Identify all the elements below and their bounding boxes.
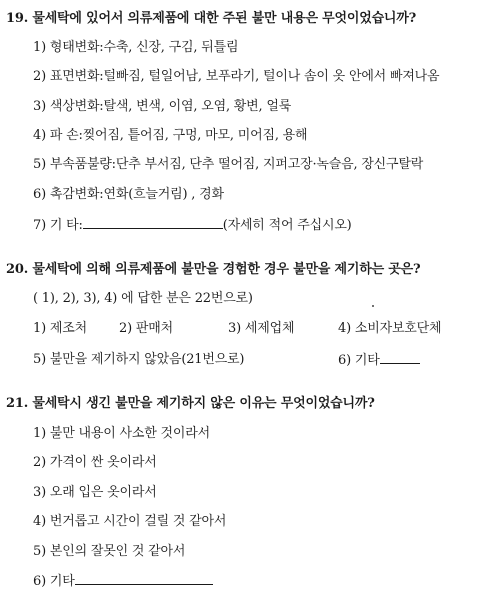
q20-option-4: 4) 소비자보호단체 xyxy=(338,321,442,336)
q19-option-3: 3) 색상변화:탈색, 변색, 이염, 오염, 황변, 얼룩 xyxy=(33,99,292,114)
q21-option-5: 5) 본인의 잘못인 것 같아서 xyxy=(33,544,186,559)
q20-option-3: 3) 세제업체 xyxy=(228,321,295,336)
q21-option-6-label: 6) 기타 xyxy=(33,574,75,589)
scan-speck xyxy=(372,305,374,307)
q19-option-4: 4) 파 손:찢어짐, 틑어짐, 구멍, 마모, 미어짐, 용해 xyxy=(33,128,308,143)
q20-option-6 xyxy=(338,352,420,369)
q21-option-4: 4) 번거롭고 시간이 걸릴 것 같아서 xyxy=(33,514,227,529)
q19-option-1: 1) 형태변화:수축, 신장, 구김, 뒤틀림 xyxy=(33,40,239,55)
question-19: 19. 물세탁에 있어서 의류제품에 대한 주된 불만 내용은 무엇이었습니까? xyxy=(6,11,417,26)
q21-option-6 xyxy=(33,573,213,590)
q21-option-3: 3) 오래 입은 옷이라서 xyxy=(33,485,157,500)
q20-option-6-label: 6) 기타 xyxy=(338,353,380,368)
q19-other-note: (자세히 적어 주십시오) xyxy=(222,218,352,233)
q21-other-blank[interactable] xyxy=(75,573,213,585)
q19-option-5: 5) 부속품불량:단추 부서짐, 단추 떨어짐, 지퍼고장·녹슬음, 장신구탈락 xyxy=(33,157,424,172)
q21-option-1: 1) 불만 내용이 사소한 것이라서 xyxy=(33,426,210,441)
q20-option-2: 2) 판매처 xyxy=(119,321,173,336)
q19-option-7-label: 7) 기 타: xyxy=(33,218,83,233)
q20-option-1: 1) 제조처 xyxy=(33,321,87,336)
q20-other-blank[interactable] xyxy=(380,352,420,364)
question-21: 21. 물세탁시 생긴 불만을 제기하지 않은 이유는 무엇이었습니까? xyxy=(6,396,375,411)
q20-note: ( 1), 2), 3), 4) 에 답한 분은 22번으로) xyxy=(33,291,253,306)
q19-option-6: 6) 촉감변화:연화(흐늘거림) , 경화 xyxy=(33,187,224,202)
q20-option-5: 5) 불만을 제기하지 않았음(21번으로) xyxy=(33,352,245,367)
q19-option-7 xyxy=(33,217,352,234)
q19-option-2: 2) 표면변화:털빠짐, 털일어남, 보푸라기, 털이나 솜이 옷 안에서 빠져나옴 xyxy=(33,69,440,84)
q21-option-2: 2) 가격이 싼 옷이라서 xyxy=(33,455,157,470)
q19-other-blank[interactable] xyxy=(83,217,223,229)
question-20: 20. 물세탁에 의해 의류제품에 불만을 경험한 경우 불만을 제기하는 곳은? xyxy=(6,262,421,277)
